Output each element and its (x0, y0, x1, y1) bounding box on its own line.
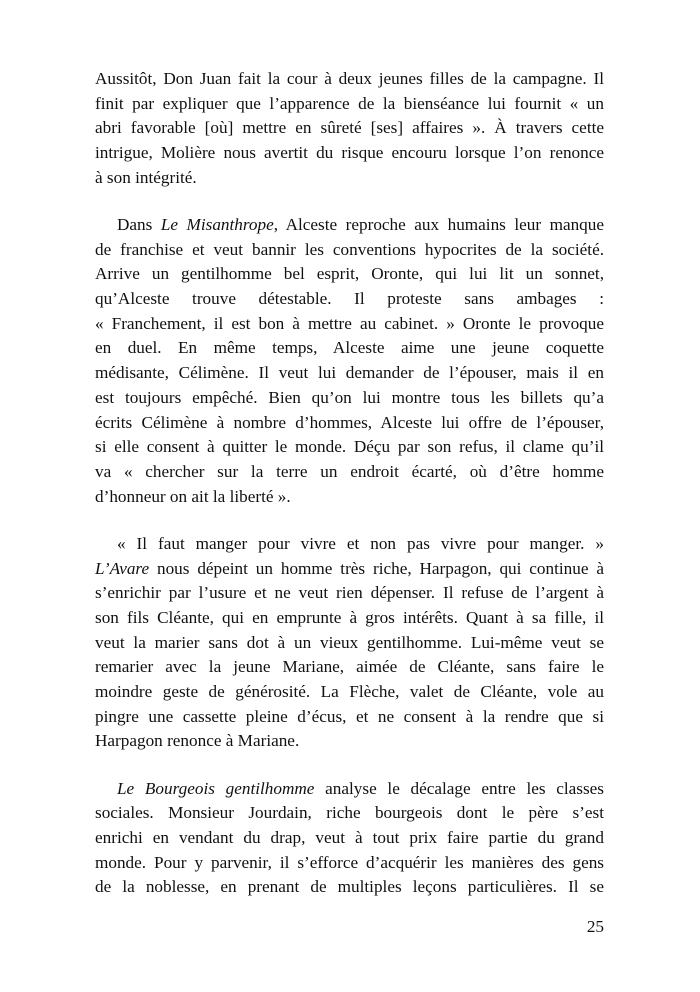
paragraph (95, 532, 604, 754)
text-line (95, 851, 604, 876)
text-segment: de franchise et veut bannir les conventions hypocrites de la société. (95, 239, 604, 259)
text-line (95, 141, 604, 166)
text-line (95, 729, 604, 754)
text-line (95, 606, 604, 631)
text-line (95, 460, 604, 485)
text-segment: est toujours empêché. Bien qu’on lui montre tous les billets qu’a (95, 387, 604, 407)
text-segment: « Il faut manger pour vivre et non pas vivre pour manger. » (117, 533, 604, 553)
document-page (95, 67, 604, 923)
text-line (95, 336, 604, 361)
text-segment: Aussitôt, Don Juan fait la cour à deux jeunes filles de la campagne. Il (95, 69, 604, 88)
text-segment: nous dépeint un homme très riche, Harpagon, qui continue à (149, 558, 604, 578)
text-line (95, 361, 604, 386)
text-line (95, 705, 604, 730)
text-segment: d’honneur on ait la liberté ». (95, 486, 291, 506)
text-line (95, 92, 604, 117)
italic-title: L’Avare (95, 558, 150, 578)
text-segment: à son intégrité. (95, 167, 197, 187)
text-line (95, 287, 604, 312)
text-line (95, 386, 604, 411)
text-segment: enrichi en vendant du drap, veut à tout prix faire partie du grand (95, 828, 604, 848)
text-segment: Arrive un gentilhomme bel esprit, Oronte, qui lui lit un sonnet, (95, 264, 604, 284)
text-segment: veut la marier sans dot à un vieux gentilhomme. Lui-même veut se (95, 632, 604, 652)
text-segment: pingre une cassette pleine d’écus, et ne consent à la rendre que si (95, 706, 604, 726)
text-segment: « Franchement, il est bon à mettre au cabinet. » Oronte le provoque (95, 313, 604, 333)
text-segment: sociales. Monsieur Jourdain, riche bourgeois dont le père s’est (95, 803, 604, 823)
text-line (95, 213, 604, 238)
text-line (95, 262, 604, 287)
text-segment: , Alceste reproche aux humains leur manque (273, 215, 604, 235)
text-line (95, 485, 604, 510)
text-line (95, 557, 604, 582)
text-segment: de la noblesse, en prenant de multiples leçons particulières. Il se (95, 877, 604, 897)
text-line (95, 777, 604, 802)
text-line (95, 581, 604, 606)
text-line (95, 680, 604, 705)
text-line (95, 67, 604, 92)
text-line (95, 166, 604, 191)
text-segment: finit par expliquer que l’apparence de la bienséance lui fournit « un (95, 93, 604, 113)
text-segment: monde. Pour y parvenir, il s’efforce d’acquérir les manières des gens (95, 852, 604, 872)
italic-title: Le Bourgeois gentilhomme (117, 778, 315, 798)
text-segment: qu’Alceste trouve détestable. Il proteste sans ambages : (95, 289, 604, 309)
italic-title: Le Misanthrope (160, 215, 274, 235)
text-segment: analyse le décalage entre les classes (314, 778, 604, 798)
text-segment: s’enrichir par l’usure et ne veut rien dépenser. Il refuse de l’argent à (95, 583, 604, 603)
text-segment: médisante, Célimène. Il veut lui demander de l’épouser, mais il en (95, 363, 604, 383)
text-line (95, 875, 604, 900)
text-line (95, 631, 604, 656)
text-segment: en duel. En même temps, Alceste aime une jeune coquette (95, 338, 604, 358)
text-segment: Dans (117, 215, 161, 235)
text-segment: son fils Cléante, qui en emprunte à gros intérêts. Quant à sa fille, il (95, 607, 604, 627)
paragraph (95, 67, 604, 190)
text-line (95, 435, 604, 460)
text-segment: Harpagon renonce à Mariane. (95, 731, 300, 751)
text-line (95, 116, 604, 141)
paragraph (95, 777, 604, 900)
text-line (95, 826, 604, 851)
page-number: 25 (586, 917, 604, 936)
text-segment: remarier avec la jeune Mariane, aimée de Cléante, sans faire le (95, 657, 604, 677)
text-segment: moindre geste de générosité. La Flèche, valet de Cléante, vole au (95, 682, 604, 701)
text-segment: abri favorable [où] mettre en sûreté [ses] affaires ». À travers cette (95, 118, 604, 138)
text-segment: si elle consent à quitter le monde. Déçu par son refus, il clame qu’il (95, 437, 604, 457)
text-line (95, 532, 604, 557)
text-line (95, 801, 604, 826)
paragraph (95, 213, 604, 509)
text-segment: intrigue, Molière nous avertit du risque encouru lorsque l’on renonce (95, 143, 604, 163)
text-segment: va « chercher sur la terre un endroit écarté, où d’être homme (95, 461, 604, 481)
text-segment: écrits Célimène à nombre d’hommes, Alceste lui offre de l’épouser, (95, 412, 604, 432)
text-line (95, 411, 604, 436)
text-line (95, 238, 604, 263)
text-line (95, 655, 604, 680)
text-line (95, 312, 604, 337)
